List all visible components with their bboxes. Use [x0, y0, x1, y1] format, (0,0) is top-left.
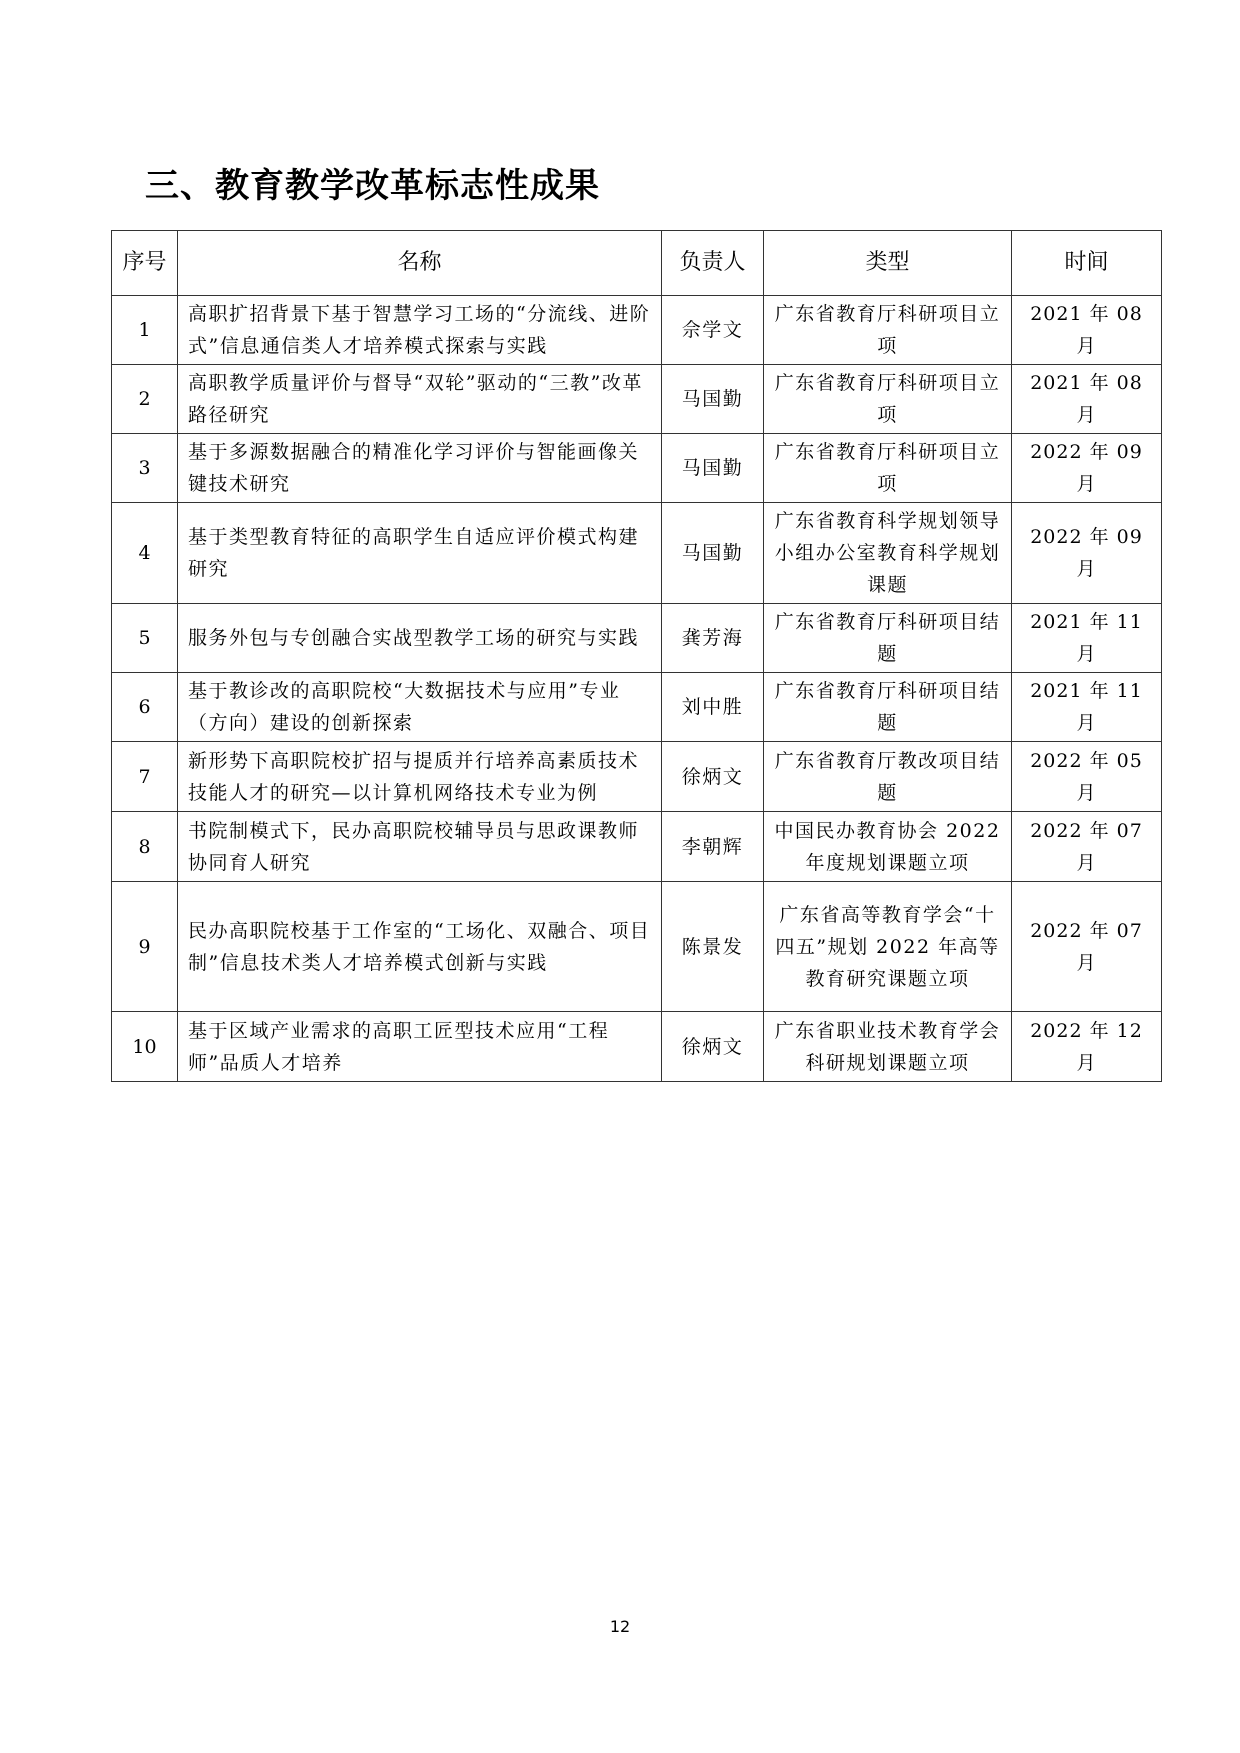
row-seq: 7 — [112, 742, 178, 812]
row-type: 广东省高等教育学会“十四五”规划 2022 年高等教育研究课题立项 — [764, 882, 1012, 1012]
row-owner: 陈景发 — [662, 882, 764, 1012]
row-type: 广东省职业技术教育学会科研规划课题立项 — [764, 1012, 1012, 1082]
table-header-row — [112, 231, 1162, 296]
row-name: 民办高职院校基于工作室的“工场化、双融合、项目制”信息技术类人才培养模式创新与实践 — [178, 882, 662, 1012]
row-type: 中国民办教育协会 2022 年度规划课题立项 — [764, 812, 1012, 882]
header-name: 名称 — [178, 231, 662, 296]
row-type: 广东省教育厅科研项目结题 — [764, 604, 1012, 673]
table-row — [112, 604, 1162, 673]
header-owner: 负责人 — [662, 231, 764, 296]
row-time: 2022 年 05 月 — [1012, 742, 1162, 812]
row-name: 基于类型教育特征的高职学生自适应评价模式构建研究 — [178, 503, 662, 604]
row-owner: 徐炳文 — [662, 742, 764, 812]
table-row — [112, 365, 1162, 434]
section-heading: 三、教育教学改革标志性成果 — [145, 166, 600, 206]
page-number: 12 — [609, 1617, 631, 1636]
row-name: 新形势下高职院校扩招与提质并行培养高素质技术技能人才的研究—以计算机网络技术专业为例 — [178, 742, 662, 812]
row-seq: 5 — [112, 604, 178, 673]
row-type: 广东省教育科学规划领导小组办公室教育科学规划课题 — [764, 503, 1012, 604]
row-type: 广东省教育厅科研项目立项 — [764, 296, 1012, 365]
row-name: 高职教学质量评价与督导“双轮”驱动的“三教”改革路径研究 — [178, 365, 662, 434]
table-row — [112, 296, 1162, 365]
row-type: 广东省教育厅教改项目结题 — [764, 742, 1012, 812]
row-owner: 龚芳海 — [662, 604, 764, 673]
row-seq: 8 — [112, 812, 178, 882]
row-name: 基于区域产业需求的高职工匠型技术应用“工程师”品质人才培养 — [178, 1012, 662, 1082]
row-owner: 刘中胜 — [662, 673, 764, 742]
row-time: 2022 年 07 月 — [1012, 882, 1162, 1012]
row-owner: 马国勤 — [662, 434, 764, 503]
row-owner: 佘学文 — [662, 296, 764, 365]
row-seq: 6 — [112, 673, 178, 742]
row-seq: 4 — [112, 503, 178, 604]
row-type: 广东省教育厅科研项目立项 — [764, 434, 1012, 503]
table-row — [112, 434, 1162, 503]
row-time: 2021 年 08 月 — [1012, 365, 1162, 434]
row-time: 2021 年 08 月 — [1012, 296, 1162, 365]
header-type: 类型 — [764, 231, 1012, 296]
row-time: 2022 年 07 月 — [1012, 812, 1162, 882]
row-time: 2021 年 11 月 — [1012, 673, 1162, 742]
header-time: 时间 — [1012, 231, 1162, 296]
row-owner: 马国勤 — [662, 503, 764, 604]
row-name: 基于教诊改的高职院校“大数据技术与应用”专业（方向）建设的创新探索 — [178, 673, 662, 742]
table-row — [112, 503, 1162, 604]
row-time: 2022 年 09 月 — [1012, 503, 1162, 604]
row-time: 2022 年 12 月 — [1012, 1012, 1162, 1082]
table-row — [112, 812, 1162, 882]
row-owner: 李朝辉 — [662, 812, 764, 882]
row-seq: 9 — [112, 882, 178, 1012]
row-time: 2021 年 11 月 — [1012, 604, 1162, 673]
row-type: 广东省教育厅科研项目结题 — [764, 673, 1012, 742]
row-name: 书院制模式下，民办高职院校辅导员与思政课教师协同育人研究 — [178, 812, 662, 882]
table-row — [112, 882, 1162, 1012]
row-seq: 1 — [112, 296, 178, 365]
table-row — [112, 742, 1162, 812]
row-name: 高职扩招背景下基于智慧学习工场的“分流线、进阶式”信息通信类人才培养模式探索与实践 — [178, 296, 662, 365]
header-seq: 序号 — [112, 231, 178, 296]
results-table — [111, 230, 1162, 1082]
row-time: 2022 年 09 月 — [1012, 434, 1162, 503]
row-owner: 马国勤 — [662, 365, 764, 434]
row-name: 基于多源数据融合的精准化学习评价与智能画像关键技术研究 — [178, 434, 662, 503]
row-seq: 2 — [112, 365, 178, 434]
row-seq: 10 — [112, 1012, 178, 1082]
table-row — [112, 673, 1162, 742]
row-owner: 徐炳文 — [662, 1012, 764, 1082]
row-type: 广东省教育厅科研项目立项 — [764, 365, 1012, 434]
row-name: 服务外包与专创融合实战型教学工场的研究与实践 — [178, 604, 662, 673]
row-seq: 3 — [112, 434, 178, 503]
table-row — [112, 1012, 1162, 1082]
